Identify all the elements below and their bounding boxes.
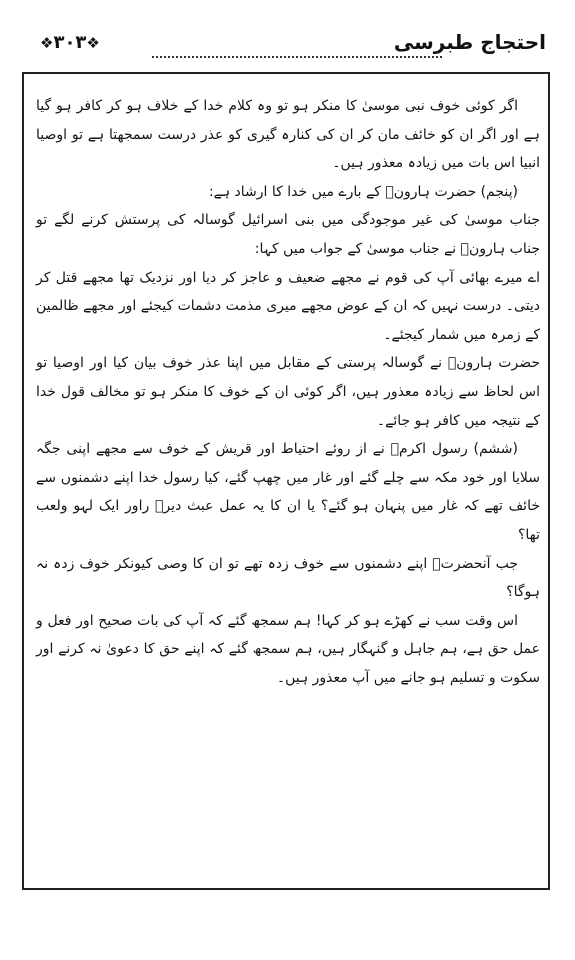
- ornament-right-icon: ❖: [86, 34, 100, 52]
- paragraph-3: جناب موسیٰ کی غیر موجودگی میں بنی اسرائیل گوسالہ کی پرستش کرنے لگے تو جناب ہارونؑ نے جناب موسیٰ کے جواب میں کہا:: [36, 212, 540, 257]
- paragraph-8: اس وقت سب نے کھڑے ہو کر کہا! ہم سمجھ گئے کہ آپ کی بات صحیح اور فعل و عمل حق ہے، ہم جاہل و گنہگار ہیں، ہم سمجھ گئے کہ اپنے حق کا دعویٰ نہ کرنے اور سکوت و تسلیم ہو جانے میں آپ معذور ہیں۔: [36, 612, 540, 686]
- paragraph-6: (ششم) رسول اکرمؐ نے از روئے احتیاط اور قریش کے خوف سے مجھے اپنی جگہ سلایا اور خود مکہ سے چلے گئے اور غار میں چھپ گئے، کیا رسول خدا اپنے دشمنوں سے خائف تھے کہ غار میں پنہان ہو گئے؟ یا ان کا یہ عمل عبث دیرؑ راور ایک لہو ولعب تھا؟: [36, 441, 540, 543]
- page-number-value: ۳۰۳: [53, 32, 87, 53]
- paragraph-1: اگر کوئی خوف نبی موسیٰ کا منکر ہو تو وہ کلام خدا کے خلاف ہو کر کافر ہو گیا ہے اور اگر ان کو خائف مان کر ان کی کنارہ گیری کو عذر درست سمجھتا ہے تو اوصیا انبیا اس بات میں زیادہ معذور ہیں۔: [36, 98, 540, 172]
- ornament-left-icon: ❖: [40, 34, 54, 52]
- page-header: [34, 28, 554, 68]
- page-body-text: [28, 92, 550, 692]
- page-number: [40, 32, 100, 53]
- paragraph-4: اے میرے بھائی آپ کی قوم نے مجھے ضعیف و عاجز کر دیا اور نزدیک تھا مجھے قتل کر دیتی۔ درست نہیں کہ ان کے عوض مجھے میری مذمت دشمات کیجئے اور مجھے ظالمین کے زمرہ میں شمار کیجئے۔: [36, 269, 540, 343]
- book-title: احتجاج طبرسی: [393, 30, 546, 54]
- paragraph-2: (پنجم) حضرت ہارونؑ کے بارے میں خدا کا ارشاد ہے:: [208, 183, 518, 200]
- paragraph-5: حضرت ہارونؑ نے گوسالہ پرستی کے مقابل میں اپنا عذر خوف بیان کیا اور اوصیا تو اس لحاظ سے زیادہ معذور ہیں، اگر کوئی ان کے خوف کا منکر ہو تو مخالف قول خدا کے نتیجہ میں کافر ہو جائے۔: [36, 355, 540, 429]
- header-dotted-leader: [152, 56, 442, 58]
- paragraph-7: جب آنحضرتؐ اپنے دشمنوں سے خوف زدہ تھے تو ان کا وصی کیونکر خوف زدہ نہ ہوگا؟: [36, 555, 540, 601]
